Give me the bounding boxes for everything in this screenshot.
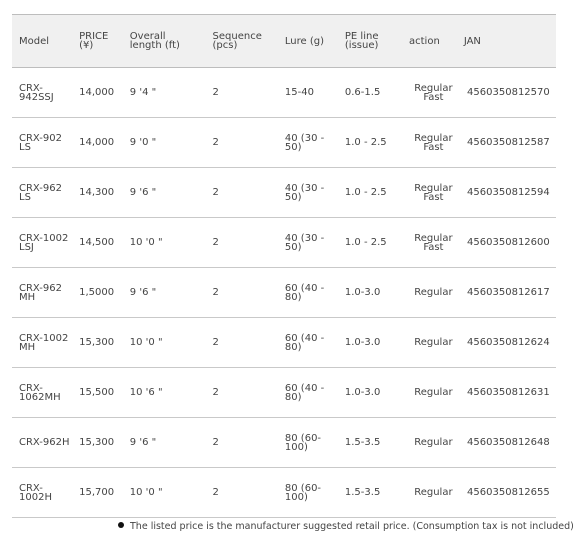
cell-sequence: 2 xyxy=(210,418,282,468)
table-header-row xyxy=(12,15,556,68)
cell-sequence: 2 xyxy=(210,268,282,318)
cell-pe-line: 1.0-3.0 xyxy=(342,368,406,418)
cell-model: CRX- 1062MH xyxy=(12,368,76,418)
cell-lure: 40 (30 - 50) xyxy=(282,168,342,218)
cell-jan: 4560350812655 xyxy=(461,468,556,518)
cell-lure: 15-40 xyxy=(282,68,342,118)
footnote-text: The listed price is the manufacturer suggested retail price. (Consumption tax is not included) xyxy=(130,521,574,532)
cell-lure: 40 (30 - 50) xyxy=(282,218,342,268)
cell-jan: 4560350812624 xyxy=(461,318,556,368)
header-sequence: Sequence (pcs) xyxy=(210,15,282,68)
cell-pe-line: 1.0 - 2.5 xyxy=(342,218,406,268)
cell-jan: 4560350812570 xyxy=(461,68,556,118)
cell-action: Regular xyxy=(406,368,461,418)
cell-action: Regular Fast xyxy=(406,218,461,268)
cell-length: 9 '6 " xyxy=(127,418,210,468)
cell-model: CRX- 942SSJ xyxy=(12,68,76,118)
cell-action: Regular Fast xyxy=(406,168,461,218)
cell-model: CRX-962H xyxy=(12,418,76,468)
table-row xyxy=(12,168,556,218)
cell-model: CRX-962 MH xyxy=(12,268,76,318)
header-action: action xyxy=(406,15,461,68)
cell-model: CRX-1002 MH xyxy=(12,318,76,368)
cell-price: 14,300 xyxy=(76,168,127,218)
cell-length: 9 '0 " xyxy=(127,118,210,168)
cell-pe-line: 1.5-3.5 xyxy=(342,468,406,518)
cell-lure: 80 (60- 100) xyxy=(282,468,342,518)
cell-action: Regular xyxy=(406,418,461,468)
cell-model: CRX- 1002H xyxy=(12,468,76,518)
cell-jan: 4560350812600 xyxy=(461,218,556,268)
cell-jan: 4560350812631 xyxy=(461,368,556,418)
cell-pe-line: 1.0-3.0 xyxy=(342,268,406,318)
header-model: Model xyxy=(12,15,76,68)
cell-length: 10 '0 " xyxy=(127,318,210,368)
cell-length: 10 '0 " xyxy=(127,218,210,268)
cell-sequence: 2 xyxy=(210,168,282,218)
cell-pe-line: 1.5-3.5 xyxy=(342,418,406,468)
table-row xyxy=(12,118,556,168)
cell-length: 9 '6 " xyxy=(127,168,210,218)
cell-action: Regular xyxy=(406,318,461,368)
cell-price: 14,000 xyxy=(76,68,127,118)
cell-sequence: 2 xyxy=(210,118,282,168)
cell-sequence: 2 xyxy=(210,468,282,518)
cell-lure: 60 (40 - 80) xyxy=(282,318,342,368)
header-price: PRICE (¥) xyxy=(76,15,127,68)
cell-sequence: 2 xyxy=(210,218,282,268)
cell-length: 10 '0 " xyxy=(127,468,210,518)
cell-pe-line: 1.0-3.0 xyxy=(342,318,406,368)
table-row xyxy=(12,468,556,518)
cell-lure: 80 (60- 100) xyxy=(282,418,342,468)
cell-pe-line: 1.0 - 2.5 xyxy=(342,168,406,218)
cell-length: 9 '6 " xyxy=(127,268,210,318)
cell-action: Regular xyxy=(406,268,461,318)
cell-price: 1,5000 xyxy=(76,268,127,318)
footnote xyxy=(118,521,574,532)
header-lure: Lure (g) xyxy=(282,15,342,68)
cell-length: 10 '6 " xyxy=(127,368,210,418)
header-pe-line: PE line (issue) xyxy=(342,15,406,68)
cell-price: 15,300 xyxy=(76,418,127,468)
cell-sequence: 2 xyxy=(210,318,282,368)
cell-action: Regular xyxy=(406,468,461,518)
cell-price: 14,000 xyxy=(76,118,127,168)
table-row xyxy=(12,218,556,268)
header-jan: JAN xyxy=(461,15,556,68)
table-row xyxy=(12,318,556,368)
cell-sequence: 2 xyxy=(210,368,282,418)
cell-jan: 4560350812587 xyxy=(461,118,556,168)
table-row xyxy=(12,68,556,118)
cell-model: CRX-1002 LSJ xyxy=(12,218,76,268)
cell-price: 15,300 xyxy=(76,318,127,368)
table-row xyxy=(12,418,556,468)
cell-model: CRX-902 LS xyxy=(12,118,76,168)
spec-table xyxy=(12,14,556,518)
cell-jan: 4560350812648 xyxy=(461,418,556,468)
cell-price: 15,700 xyxy=(76,468,127,518)
cell-action: Regular Fast xyxy=(406,118,461,168)
cell-action: Regular Fast xyxy=(406,68,461,118)
table-row xyxy=(12,268,556,318)
header-length: Overall length (ft) xyxy=(127,15,210,68)
cell-price: 15,500 xyxy=(76,368,127,418)
cell-lure: 60 (40 - 80) xyxy=(282,268,342,318)
cell-jan: 4560350812594 xyxy=(461,168,556,218)
cell-model: CRX-962 LS xyxy=(12,168,76,218)
cell-price: 14,500 xyxy=(76,218,127,268)
table-row xyxy=(12,368,556,418)
cell-sequence: 2 xyxy=(210,68,282,118)
cell-lure: 60 (40 - 80) xyxy=(282,368,342,418)
bullet-icon xyxy=(118,522,124,528)
cell-length: 9 '4 " xyxy=(127,68,210,118)
cell-lure: 40 (30 - 50) xyxy=(282,118,342,168)
cell-pe-line: 1.0 - 2.5 xyxy=(342,118,406,168)
cell-pe-line: 0.6-1.5 xyxy=(342,68,406,118)
cell-jan: 4560350812617 xyxy=(461,268,556,318)
